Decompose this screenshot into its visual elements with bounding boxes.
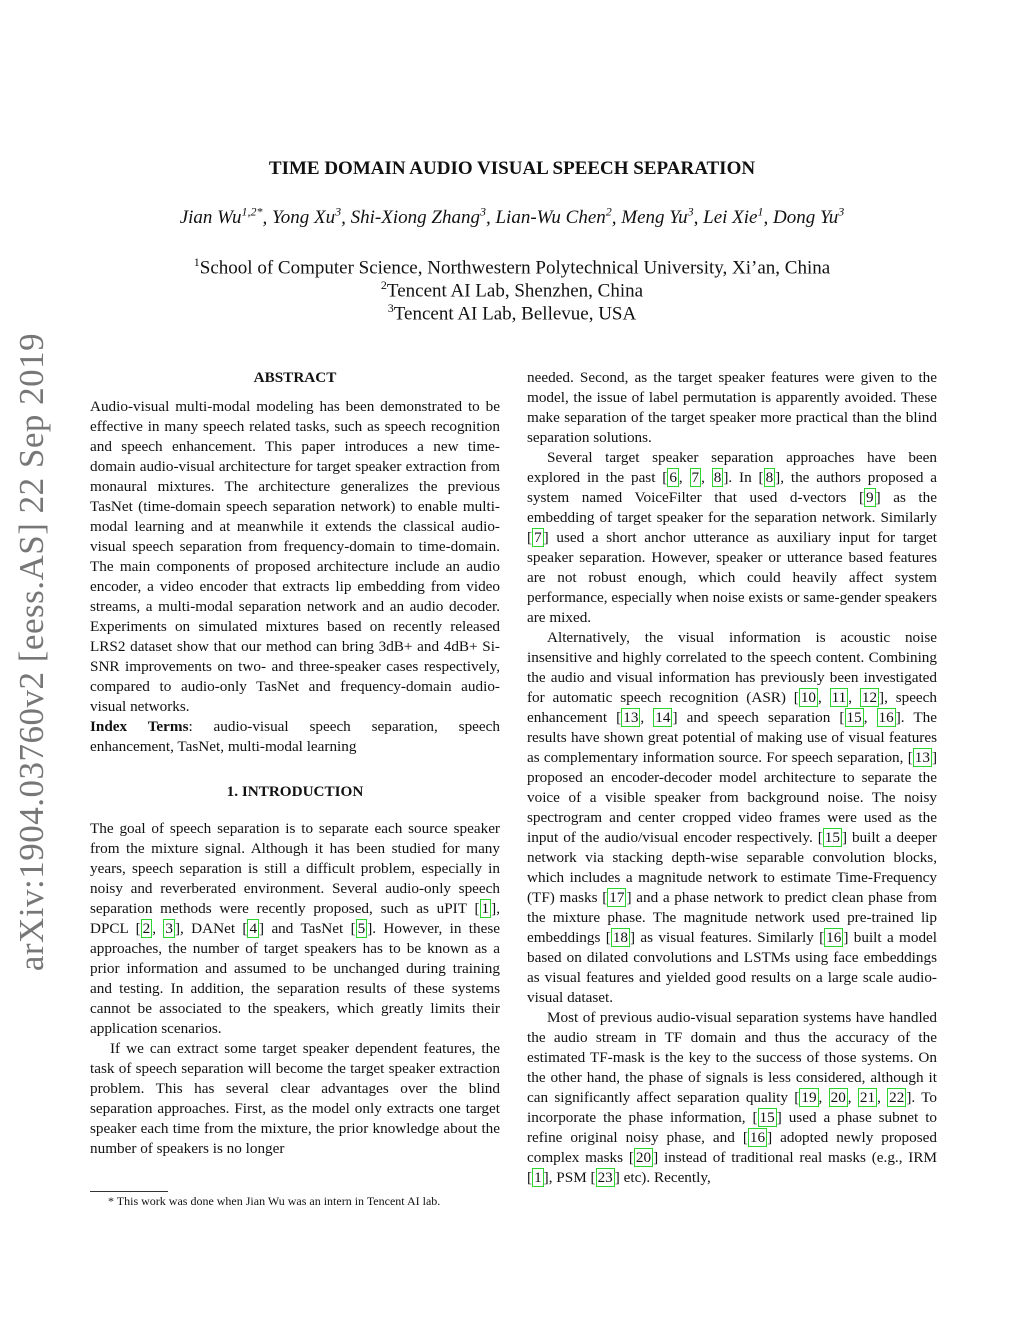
arxiv-identifier-text: arXiv:1904.03760v2 [eess.AS] 22 Sep 2019	[12, 332, 51, 972]
paper-title: TIME DOMAIN AUDIO VISUAL SPEECH SEPARATION	[268, 158, 756, 179]
citation-link[interactable]: 23	[597, 1169, 613, 1186]
citation-link[interactable]: 8	[713, 469, 722, 486]
citation-link[interactable]: 3	[165, 920, 173, 937]
citation-link[interactable]: 7	[534, 529, 542, 546]
citation-link[interactable]: 1	[534, 1169, 542, 1186]
citation-link[interactable]: 13	[914, 749, 930, 766]
affiliation: $^2$Tencent AI Lab, Shenzhen, China	[380, 278, 644, 302]
footnote: * This work was done when Jian Wu was an intern in Tencent AI lab.	[108, 1194, 441, 1208]
citation-link[interactable]: 15	[846, 709, 862, 726]
citation-link[interactable]: 16	[749, 1129, 766, 1146]
author: Lian-Wu Chen$^2$	[495, 205, 612, 229]
citation-link[interactable]: 2	[142, 920, 151, 937]
body-paragraph: needed. Second, as the target speaker features were given to the model, the issue of label permutation is apparently avoided. These make separation of the target speaker more practical than the blind separation solutions.	[527, 369, 937, 446]
citation-link[interactable]: 15	[824, 829, 840, 846]
body-paragraph: Several target speaker separation approaches have been explored in the past [ 6 , 7 , 8 ]. In [ 8 ], the authors proposed a system named VoiceFilter that used d-vectors [ 9 ] as the embedding of target speaker for the separation network. Similarly [ 7 ] used a short anchor utterance as auxiliary input for target speaker separation. However, speaker or utterance based features are not robust enough, which could heavily affect system performance, especially when noise exists or same-gender speakers are mixed.	[527, 449, 938, 626]
abstract-heading: ABSTRACT	[253, 369, 337, 386]
author: Shi-Xiong Zhang$^3$	[350, 205, 486, 229]
author: Yong Xu$^3$	[271, 205, 342, 229]
author-list: Jian $Wu^{1,2*}$, Yong Xu$^3$, Shi-Xiong Zhang$^3$, Lian-Wu Chen$^2$, Meng Yu$^3$, Lei Xie$^1$, Dong Yu$^3$	[179, 205, 845, 229]
body-paragraph: Most of previous audio-visual separation systems have handled the audio stream in TF domain and thus the accuracy of the estimated TF-mask is the key to the success of those systems. On the other hand, the phase of signals is less considered, although it can significantly affect separation quality [ 19 , 20 , 21 , 22 ]. To incorporate the phase information, [ 15 ] used a phase subnet to refine original noisy phase, and [ 16 ] adopted newly proposed complex masks [ 20 ] instead of traditional real masks (e.g., IRM [ 1 ], PSM [ 23 ] etc). Recently,	[527, 1009, 938, 1186]
citation-link[interactable]: 20	[635, 1149, 652, 1166]
author: Lei Xie$^1$	[703, 205, 764, 229]
citation-link[interactable]: 9	[866, 489, 874, 506]
citation-link[interactable]: 5	[357, 920, 366, 937]
citation-link[interactable]: 17	[609, 889, 625, 906]
citation-link[interactable]: 10	[800, 689, 816, 706]
citation-link[interactable]: 22	[889, 1089, 905, 1106]
citation-link[interactable]: 14	[655, 709, 671, 726]
citation-link[interactable]: 21	[859, 1089, 876, 1106]
citation-link[interactable]: 16	[826, 929, 842, 946]
citation-link[interactable]: 7	[691, 469, 700, 486]
citation-link[interactable]: 12	[861, 689, 878, 706]
citation-link[interactable]: 19	[801, 1089, 817, 1106]
citation-link[interactable]: 18	[612, 929, 628, 946]
abstract-text: Audio-visual multi-modal modeling has been demonstrated to be effective in many speech related tasks, such as speech recognition and speech enhancement. This paper introduces a new time-domain audio-visual architecture for target speaker extraction from monaural mixtures. The architecture generalizes the previous TasNet (time-domain speech separation network) to enable multi-modal learning and at meanwhile it extends the classical audio-visual speech separation from frequency-domain to time-domain. The main components of proposed architecture include an audio encoder, a video encoder that extracts lip embedding from video streams, a multi-modal separation network and an audio decoder. Experiments on simulated mixtures based on recently released LRS2 dataset show that our method can bring 3dB+ and 4dB+ Si-SNR improvements on two- and three-speaker cases respectively, compared to audio-only TasNet and frequency-domain audio-visual networks.	[90, 398, 500, 715]
affiliation: $^3$Tencent AI Lab, Bellevue, USA	[387, 301, 637, 325]
author: Dong Yu$^3$	[772, 205, 845, 229]
author: Meng Yu$^3$	[621, 205, 694, 229]
citation-link[interactable]: 20	[830, 1089, 846, 1106]
citation-link[interactable]: 11	[831, 689, 847, 706]
right-column	[527, 368, 937, 1188]
introduction-heading: 1. INTRODUCTION	[226, 783, 364, 800]
left-column	[90, 368, 500, 1159]
author: Jian $Wu^{1,2*}$	[179, 205, 263, 229]
footnote-rule	[90, 1191, 168, 1192]
citation-link[interactable]: 4	[249, 920, 258, 937]
citation-link[interactable]: 8	[765, 469, 774, 486]
intro-paragraph: If we can extract some target speaker dependent features, the task of speech separation will become the target speaker extraction problem. This has several clear advantages over the blind separation approaches. First, as the model only extracts one target speaker each time from the mixture, the prior knowledge about the number of speakers is no longer	[90, 1040, 500, 1157]
citation-link[interactable]: 13	[623, 709, 639, 726]
index-terms: Index Terms: audio-visual speech separation, speech enhancement, TasNet, multi-modal learning	[90, 718, 500, 755]
intro-paragraph: The goal of speech separation is to separate each source speaker from the mixture signal. Although it has been studied for many years, speech separation is still a difficult problem, especially in noisy and reverberated environment. Several audio-only speech separation methods were recently proposed, such as uPIT [ 1 ], DPCL [ 2 , 3 ], DANet [ 4 ] and TasNet [ 5 ]. However, in these approaches, the number of target speakers has to be known as a prior information and assumed to be unchanged during training and testing. In addition, the separation results of these systems cannot be associated to the speakers, which greatly limits their application scenarios.	[90, 820, 500, 1037]
citation-link[interactable]: 6	[669, 469, 677, 486]
affiliation: $^1$School of Computer Science, Northwestern Polytechnical University, Xi’an, China	[193, 255, 831, 279]
body-paragraph: Alternatively, the visual information is acoustic noise insensitive and highly correlated to the speech content. Combining the audio and visual information has previously been investigated for automatic speech recognition (ASR) [ 10 , 11 , 12 ], speech enhancement [ 13 , 14 ] and speech separation [ 15 , 16 ]. The results have shown great potential of making use of visual features as complementary information source. For speech separation, [ 13 ] proposed an encoder-decoder model architecture to separate the voice of a visible speaker from background noise. The noisy spectrogram and center cropped video frames were used as the input of the audio/visual encoder respectively. [ 15 ] built a deeper network via stacking depth-wise separable convolution blocks, which includes a magnitude network to estimate Time-Frequency (TF) masks [ 17 ] and a phase network to predict clean phase from the mixture phase. The magnitude network used pre-trained lip embeddings [ 18 ] as visual features. Similarly [ 16 ] built a model based on dilated convolutions and LSTMs using face embeddings as visual features and yielded good results on a large scale audio-visual dataset.	[527, 629, 938, 1006]
arxiv-identifier	[8, 332, 56, 972]
citation-link[interactable]: 1	[481, 900, 490, 917]
citation-link[interactable]: 16	[878, 709, 894, 726]
citation-link[interactable]: 15	[759, 1109, 775, 1126]
